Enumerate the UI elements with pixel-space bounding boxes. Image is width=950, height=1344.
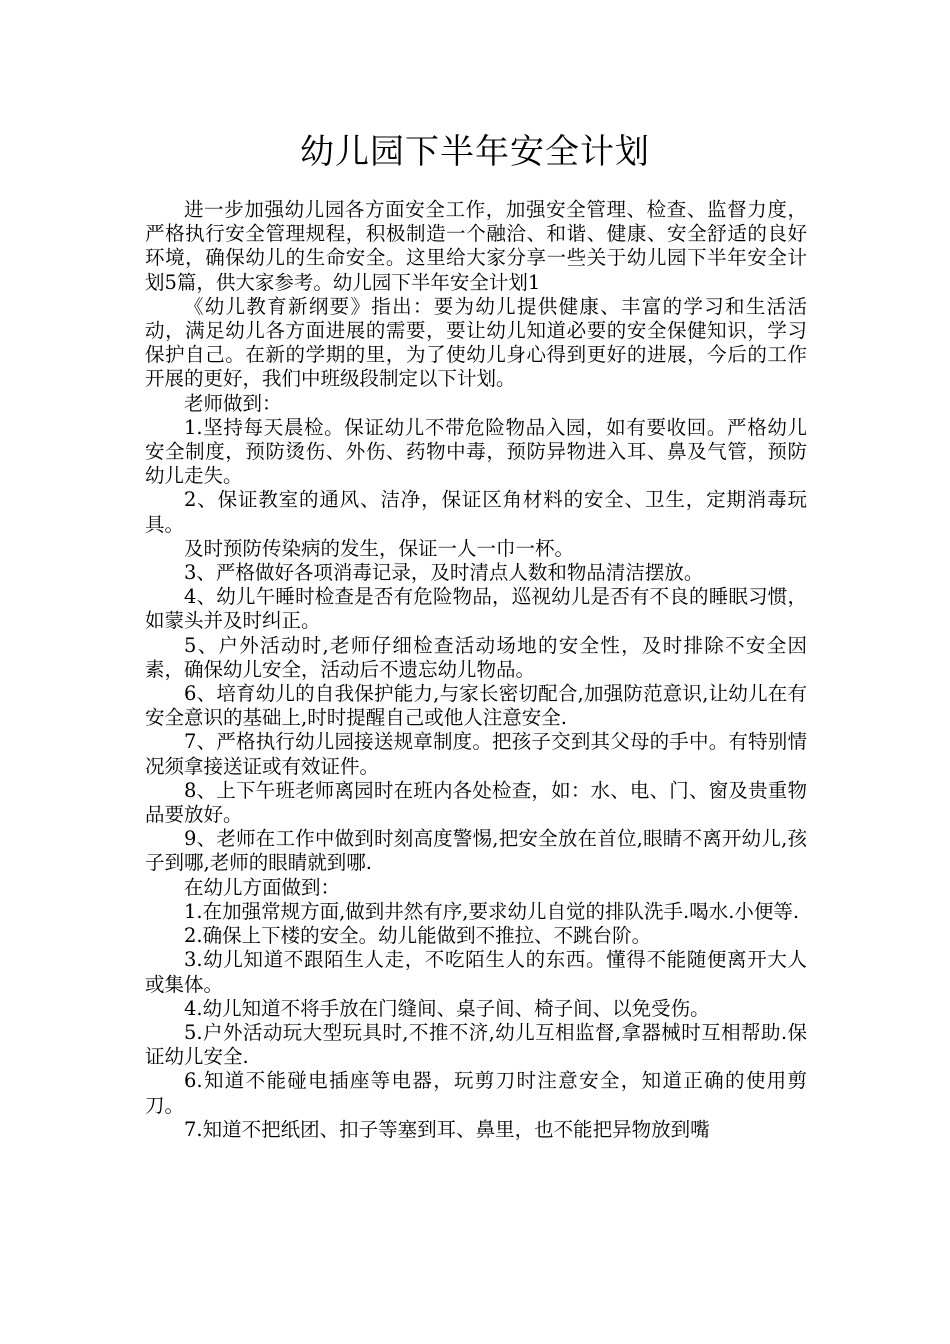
paragraph: 6、培育幼儿的自我保护能力,与家长密切配合,加强防范意识,让幼儿在有安全意识的基础上,时时提醒自己或他人注意安全. (145, 682, 807, 730)
paragraph: 《幼儿教育新纲要》指出：要为幼儿提供健康、丰富的学习和生活活动，满足幼儿各方面进展的需要，要让幼儿知道必要的安全保健知识，学习保护自己。在新的学期的里，为了使幼儿身心得到更好的进展，今后的工作开展的更好，我们中班级段制定以下计划。 (145, 294, 807, 391)
paragraph: 1.在加强常规方面,做到井然有序,要求幼儿自觉的排队洗手.喝水.小便等. (184, 899, 800, 923)
paragraph: 3.幼儿知道不跟陌生人走，不吃陌生人的东西。懂得不能随便离开大人或集体。 (145, 948, 807, 996)
document-title: 幼儿园下半年安全计划 (300, 132, 650, 172)
paragraph: 进一步加强幼儿园各方面安全工作，加强安全管理、检查、监督力度，严格执行安全管理规程，积极制造一个融洽、和谐、健康、安全舒适的良好环境，确保幼儿的生命安全。这里给大家分享一些关于幼儿园下半年安全计划5篇，供大家参考。幼儿园下半年安全计划1 (145, 198, 807, 294)
document-body (145, 198, 807, 1142)
paragraph: 在幼儿方面做到： (184, 875, 341, 899)
paragraph: 2.确保上下楼的安全。幼儿能做到不推拉、不跳台阶。 (184, 924, 652, 948)
paragraph: 4.幼儿知道不将手放在门缝间、桌子间、椅子间、以免受伤。 (184, 996, 710, 1020)
paragraph: 3、严格做好各项消毒记录，及时清点人数和物品清洁摆放。 (184, 561, 704, 585)
paragraph: 6.知道不能碰电插座等电器，玩剪刀时注意安全，知道正确的使用剪刀。 (145, 1069, 807, 1117)
paragraph: 2、保证教室的通风、洁净，保证区角材料的安全、卫生，定期消毒玩具。 (145, 488, 807, 536)
paragraph: 老师做到： (184, 391, 282, 415)
paragraph: 5、户外活动时,老师仔细检查活动场地的安全性，及时排除不安全因素，确保幼儿安全，活动后不遗忘幼儿物品。 (145, 633, 807, 681)
paragraph: 4、幼儿午睡时检查是否有危险物品，巡视幼儿是否有不良的睡眠习惯，如蒙头并及时纠正。 (145, 585, 807, 633)
paragraph: 1.坚持每天晨检。保证幼儿不带危险物品入园，如有要收回。严格幼儿安全制度，预防烫伤、外伤、药物中毒，预防异物进入耳、鼻及气管，预防幼儿走失。 (145, 415, 807, 488)
paragraph: 及时预防传染病的发生，保证一人一巾一杯。 (184, 536, 575, 560)
paragraph: 7、严格执行幼儿园接送规章制度。把孩子交到其父母的手中。有特别情况须拿接送证或有效证件。 (145, 730, 807, 778)
paragraph: 5.户外活动玩大型玩具时,不推不济,幼儿互相监督,拿器械时互相帮助.保证幼儿安全. (145, 1020, 807, 1069)
paragraph: 8、上下午班老师离园时在班内各处检查，如：水、电、门、窗及贵重物品要放好。 (145, 778, 807, 827)
paragraph: 7.知道不把纸团、扣子等塞到耳、鼻里，也不能把异物放到嘴 (184, 1117, 710, 1141)
paragraph: 9、老师在工作中做到时刻高度警惕,把安全放在首位,眼睛不离开幼儿,孩子到哪,老师的眼睛就到哪. (145, 827, 807, 875)
